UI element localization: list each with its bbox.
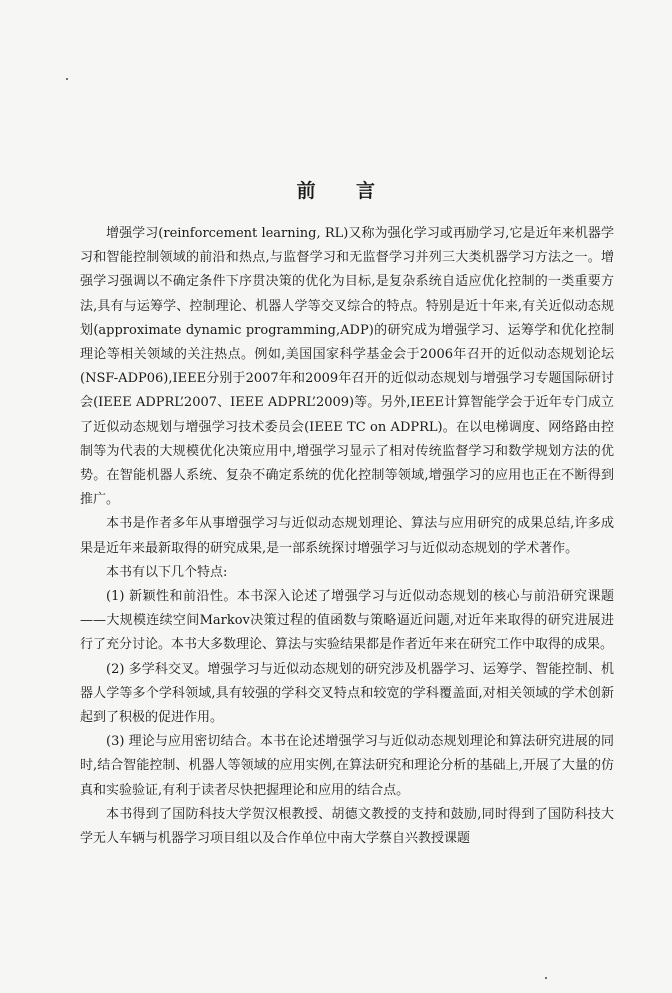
paragraph-intro: 增强学习(reinforcement learning, RL)又称为强化学习或再励学习,它是近年来机器学习和智能控制领域的前沿和热点,与监督学习和无监督学习并列三大类机器学习方法之一。增强学习强调以不确定条件下序贯决策的优化为目标,是复杂系统自适应优化控制的一类重要方法,具有与运筹学、控制理论、机器人学等交叉综合的特点。特别是近十年来,有关近似动态规划(approximate dynamic programming,ADP)的研究成为增强学习、运筹学和优化控制理论等相关领域的关注热点。例如,美国国家科学基金会于2006年召开的近似动态规划论坛(NSF-ADP06),IEEE分别于2007年和2009年召开的近似动态规划与增强学习专题国际研讨会(IEEE ADPRL’2007、IEEE ADPRL’2009)等。另外,IEEE计算智能学会于近年专门成立了近似动态规划与增强学习技术委员会(IEEE TC on ADPRL)。在以电梯调度、网络路由控制等为代表的大规模优化决策应用中,增强学习显示了相对传统监督学习和数学规划方法的优势。在智能机器人系统、复杂不确定系统的优化控制等领域,增强学习的应用也正在不断得到推广。 xyxy=(80,226,614,508)
paragraph-feature-2: (2) 多学科交叉。增强学习与近似动态规划的研究涉及机器学习、运筹学、智能控制、机器人学等多个学科领域,具有较强的学科交叉特点和较宽的学科覆盖面,对相关领域的学术创新起到了积极的促进作用。 xyxy=(80,661,614,726)
paragraph-book-summary: 本书是作者多年从事增强学习与近似动态规划理论、算法与应用研究的成果总结,许多成果是近年来最新取得的研究成果,是一部系统探讨增强学习与近似动态规划的学术著作。 xyxy=(80,516,614,556)
title-char-2: 言 xyxy=(356,180,376,202)
title-char-1: 前 xyxy=(296,180,316,202)
scan-speck xyxy=(545,977,547,979)
scan-speck xyxy=(66,78,68,80)
paragraph-feature-3: (3) 理论与应用密切结合。本书在论述增强学习与近似动态规划理论和算法研究进展的同时,结合智能控制、机器人等领域的应用实例,在算法研究和理论分析的基础上,开展了大量的仿真和实验验证,有利于读者尽快把握理论和应用的结合点。 xyxy=(80,734,614,798)
paragraph-feature-1: (1) 新颖性和前沿性。本书深入论述了增强学习与近似动态规划的核心与前沿研究课题——大规模连续空间Markov决策过程的值函数与策略逼近问题,对近年来取得的研究进展进行了充分讨论。本书大多数理论、算法与实验结果都是作者近年来在研究工作中取得的成果。 xyxy=(80,589,614,653)
paragraph-acknowledgement: 本书得到了国防科技大学贺汉根教授、胡德文教授的支持和鼓励,同时得到了国防科技大学无人车辆与机器学习项目组以及合作单位中南大学蔡自兴教授课题 xyxy=(80,806,614,847)
preface-body xyxy=(80,222,614,851)
page-title xyxy=(0,176,672,203)
paragraph-features-heading: 本书有以下几个特点: xyxy=(106,564,228,580)
